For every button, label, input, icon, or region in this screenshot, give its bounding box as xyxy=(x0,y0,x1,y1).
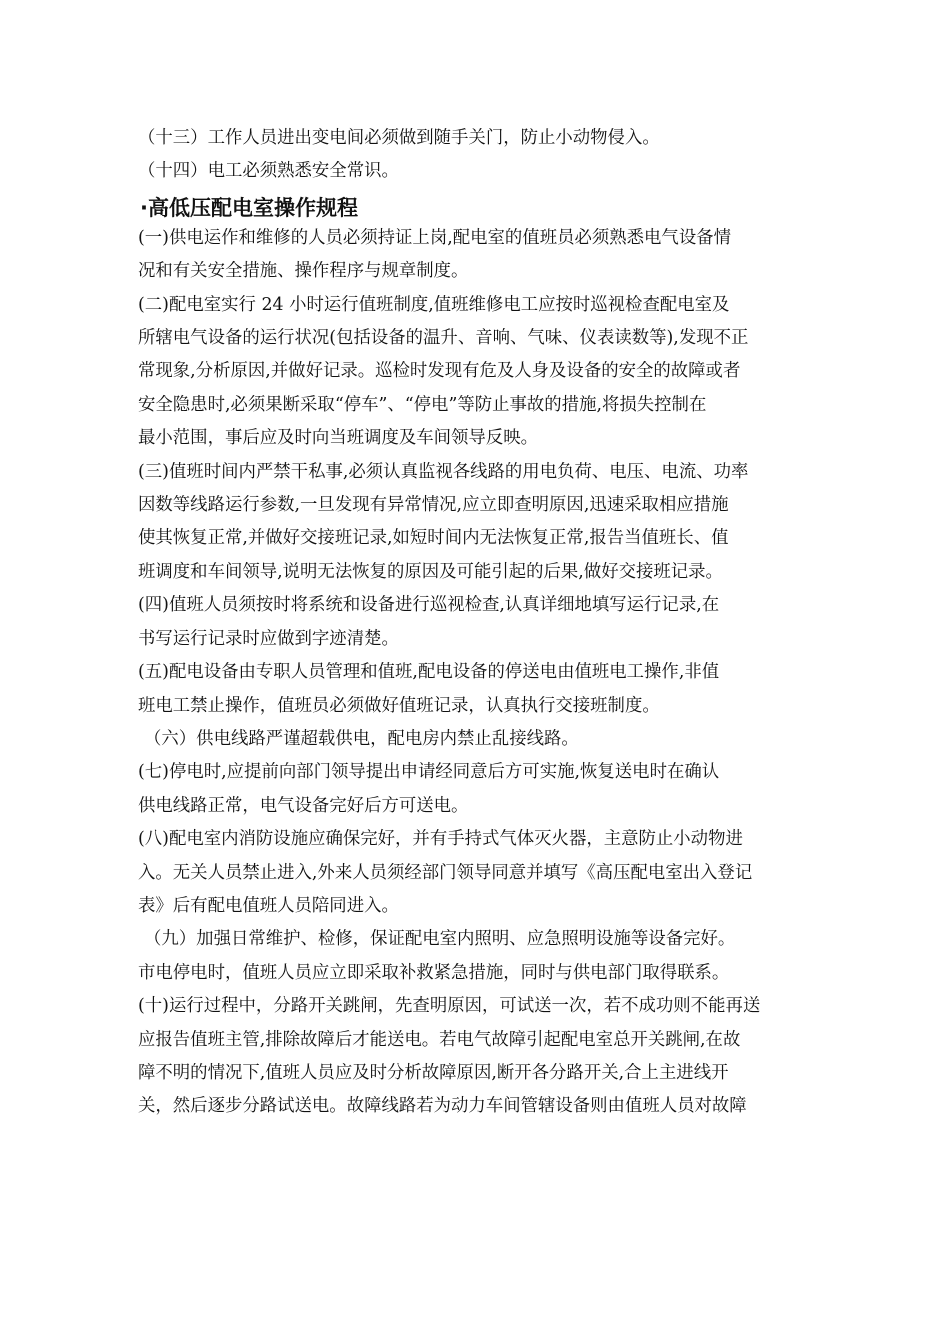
body-line: (二)配电室实行 24 小时运行值班制度,值班维修电工应按时巡视检查配电室及 xyxy=(138,294,730,315)
body-line: 常现象,分析原因,并做好记录。巡检时发现有危及人身及设备的安全的故障或者 xyxy=(138,361,741,382)
body-line: (一)供电运作和维修的人员必须持证上岗,配电室的值班员必须熟悉电气设备情 xyxy=(138,227,731,248)
body-line: (七)停电时,应提前向部门领导提出申请经同意后方可实施,恢复送电时在确认 xyxy=(138,762,720,783)
body-line: 应报告值班主管,排除故障后才能送电。若电气故障引起配电室总开关跳闸,在故 xyxy=(138,1029,741,1050)
paragraph-13: （十三）工作人员进出变电间必须做到随手关门，防止小动物侵入。 xyxy=(138,128,660,148)
body-line: 书写运行记录时应做到字迹清楚。 xyxy=(138,628,399,649)
body-line: 关，然后逐步分路试送电。故障线路若为动力车间管辖设备则由值班人员对故障 xyxy=(138,1096,747,1117)
body-line: 市电停电时，值班人员应立即采取补救紧急措施，同时与供电部门取得联系。 xyxy=(138,962,730,983)
body-line: 况和有关安全措施、操作程序与规章制度。 xyxy=(138,261,469,282)
body-line: 表》后有配电值班人员陪同进入。 xyxy=(138,895,399,916)
body-line: (五)配电设备由专职人员管理和值班,配电设备的停送电由值班电工操作,非值 xyxy=(138,662,720,683)
body-line: 障不明的情况下,值班人员应及时分析故障原因,断开各分路开关,合上主进线开 xyxy=(138,1062,729,1083)
body-line: 班电工禁止操作，值班员必须做好值班记录，认真执行交接班制度。 xyxy=(138,695,660,716)
body-line: 供电线路正常，电气设备完好后方可送电。 xyxy=(138,795,469,816)
body-line: 所辖电气设备的运行状况(包括设备的温升、音响、气味、仪表读数等),发现不正 xyxy=(138,328,749,349)
body-line: 班调度和车间领导,说明无法恢复的原因及可能引起的后果,做好交接班记录。 xyxy=(138,561,723,582)
body-line: (十)运行过程中，分路开关跳闸，先查明原因，可试送一次，若不成功则不能再送 xyxy=(138,996,761,1017)
body-line: 使其恢复正常,并做好交接班记录,如短时间内无法恢复正常,报告当值班长、值 xyxy=(138,528,729,549)
section-title: ·高低压配电室操作规程 xyxy=(140,195,358,220)
body-line: （九）加强日常维护、检修，保证配电室内照明、应急照明设施等设备完好。 xyxy=(144,929,736,950)
paragraph-14: （十四）电工必须熟悉安全常识。 xyxy=(138,161,399,182)
body-line: 安全隐患时,必须果断采取“停车”、“停电”等防止事故的措施,将损失控制在 xyxy=(138,394,707,415)
body-line: 入。无关人员禁止进入,外来人员须经部门领导同意并填写《高压配电室出入登记 xyxy=(138,862,753,883)
body-line: （六）供电线路严谨超载供电，配电房内禁止乱接线路。 xyxy=(144,728,579,749)
body-line: 最小范围，事后应及时向当班调度及车间领导反映。 xyxy=(138,428,538,449)
body-line: (八)配电室内消防设施应确保完好，并有手持式气体灭火器，主意防止小动物进 xyxy=(138,829,743,850)
body-line: (四)值班人员须按时将系统和设备进行巡视检查,认真详细地填写运行记录,在 xyxy=(138,595,720,616)
body-line: (三)值班时间内严禁干私事,必须认真监视各线路的用电负荷、电压、电流、功率 xyxy=(138,461,749,482)
body-line: 因数等线路运行参数,一旦发现有异常情况,应立即查明原因,迅速采取相应措施 xyxy=(138,495,729,516)
